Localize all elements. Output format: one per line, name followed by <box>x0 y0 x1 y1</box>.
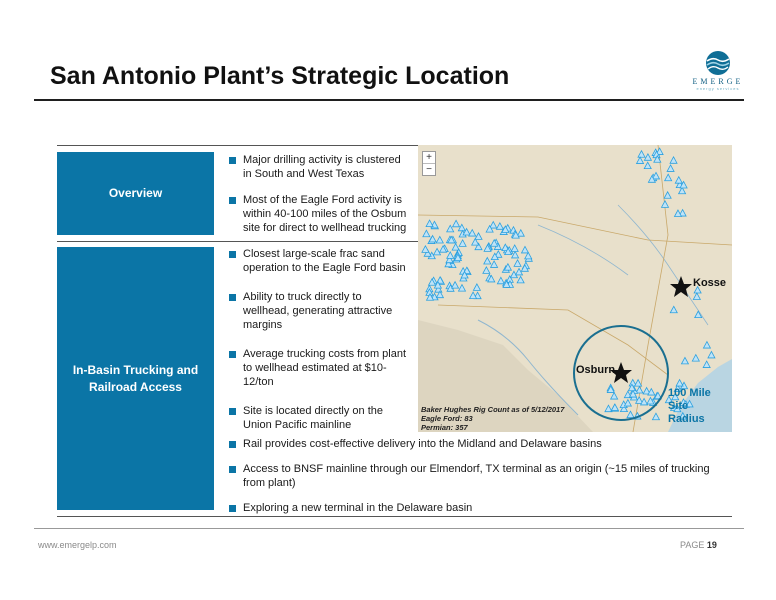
inbasin-bullets <box>229 247 407 432</box>
footer-url: www.emergelp.com <box>38 540 117 550</box>
logo-wordmark: EMERGE <box>692 77 744 86</box>
texas-rig-map[interactable] <box>418 145 732 432</box>
bullet-item: Access to BNSF mainline through our Elmendorf, TX terminal as an origin (~15 miles of trucking from plant) <box>229 462 729 490</box>
title-divider <box>34 99 744 101</box>
zoom-in-button[interactable]: + <box>423 152 435 164</box>
rig-count-caption <box>421 405 564 432</box>
bullet-item: Rail provides cost-effective delivery into the Midland and Delaware basins <box>229 437 729 451</box>
footer-divider <box>34 528 744 529</box>
bullet-item: Major drilling activity is clustered in South and West Texas <box>229 153 409 181</box>
overview-label: Overview <box>108 186 163 200</box>
inbasin-wide-bullets <box>229 437 729 515</box>
inbasin-label: In-Basin Trucking and Railroad Access <box>72 362 199 394</box>
globe-wave-icon <box>705 50 731 76</box>
logo-tagline: energy services <box>696 86 740 91</box>
section-divider <box>57 241 418 242</box>
inbasin-label-box <box>57 247 214 510</box>
overview-bullets <box>229 153 409 235</box>
page-title: San Antonio Plant’s Strategic Location <box>50 62 510 90</box>
radius-label <box>668 387 732 426</box>
overview-label-box <box>57 152 214 235</box>
radius-label-line-1: 100 Mile Site <box>668 387 711 412</box>
map-zoom-control <box>422 151 436 176</box>
bullet-item: Average trucking costs from plant to wellhead estimated at $10-12/ton <box>229 347 407 389</box>
page-number-value: 19 <box>706 540 717 550</box>
page-label: PAGE <box>680 540 705 550</box>
company-logo <box>688 50 748 98</box>
zoom-out-button[interactable]: − <box>426 164 432 175</box>
bullet-item: Exploring a new terminal in the Delaware basin <box>229 501 729 515</box>
caption-line: Baker Hughes Rig Count as of 5/12/2017 <box>421 405 565 414</box>
radius-label-line-2: Radius <box>668 413 705 425</box>
bullet-item: Closest large-scale frac sand operation to the Eagle Ford basin <box>229 247 407 275</box>
bullet-item: Ability to truck directly to wellhead, generating attractive margins <box>229 290 407 332</box>
bullet-item: Most of the Eagle Ford activity is within 40-100 miles of the Osbum site for direct to wellhead trucking <box>229 193 409 235</box>
osburn-label: Osburn <box>576 364 616 376</box>
caption-line: Permian: 357 <box>421 423 468 432</box>
kosse-label: Kosse <box>693 277 727 289</box>
table-top-rule <box>57 145 418 146</box>
page-number <box>680 540 717 550</box>
table-bottom-rule <box>57 516 732 517</box>
bullet-item: Site is located directly on the Union Pacific mainline <box>229 404 407 432</box>
caption-line: Eagle Ford: 83 <box>421 414 473 423</box>
